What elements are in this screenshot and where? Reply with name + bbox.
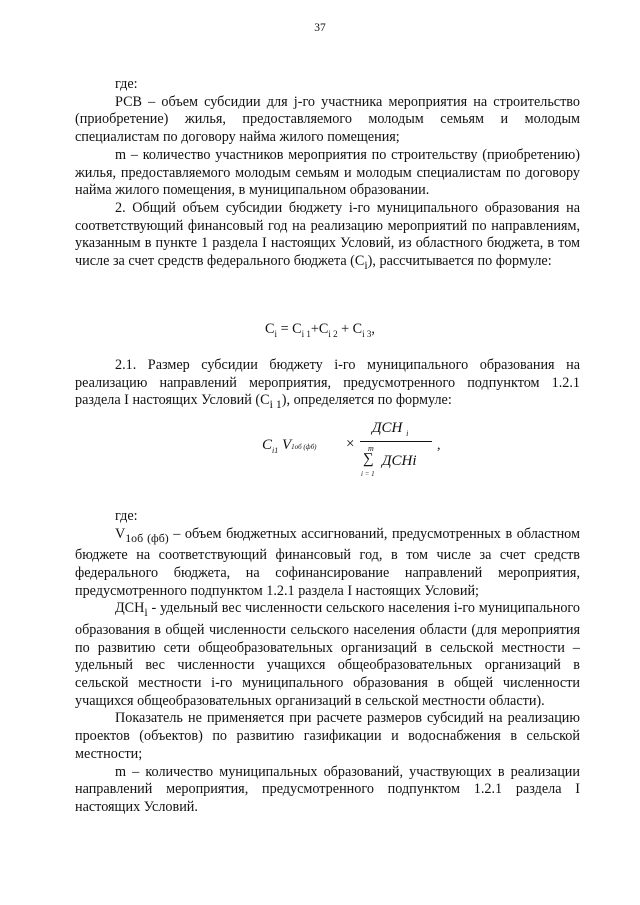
section-1 [75,76,580,275]
section-2 [75,357,580,414]
paragraph-subsidy-size: 2.1. Размер субсидии бюджету i-го муниципального образования на реализацию направлений мероприятия, предусмотренного подпунктом 1.2.1 раздела I настоящих Условий $(C_{i 1})$, определяется по формуле: [75,357,580,412]
paragraph-rsv-definition: РСВ – объем субсидии для j-го участника мероприятия на строительство (приобретение) жилья, предоставляемого молодым семьям и молодым специалистам по договору найма жилого помещения; [75,93,580,146]
fraction-bar [360,441,432,442]
formula-denominator: ДСНi [382,453,417,469]
formula-lhs: $C_{i1}$ [262,437,279,455]
paragraph-indicator-note: Показатель не применяется при расчете размеров субсидий на реализацию проектов (объектов) по развитию газификации и водоснабжения в сельской местности; [75,710,580,762]
paragraph-total-subsidy: 2. Общий объем субсидии бюджету i-го муниципального образования на соответствующий финансовый год на реализацию мероприятий по направлениям, указанным в пункте 1 раздела I настоящих Условий, из областного бюджета, в том числе за счет средств федерального бюджета $(C_i)$, рассчитывается по формуле: [75,199,580,272]
paragraph-v-definition: $V_{1об (фб)}$ – объем бюджетных ассигнований, предусмотренных в областном бюджете на соответствующий финансовый год, в том числе за счет средств федерального бюджета, на софинансирование направлений мероприятия, предусмотренного подпунктом 1.2.1 раздела I настоящих Условий; [75,525,580,599]
formula-comma: , [437,438,441,453]
where-label: где: [115,76,138,92]
where-label-2: где: [115,508,138,524]
page-number: 37 [314,22,326,34]
formula-times: × [346,436,355,452]
paragraph-m-definition: m – количество участников мероприятия по строительству (приобретению) жилья, предоставляемого молодым семьям и молодым специалистам по договору найма жилого помещения, в муниципальном образовании. [75,146,580,199]
section-3 [75,508,580,817]
formula-numerator: ДСН $_i$ [372,420,409,438]
paragraph-dsn-definition: $ДСН_i$ - удельный вес численности сельского населения i-го муниципального образования в общей численности сельского населения области (для мероприятия по развитию сети общеобразовательных организаций в сельской местности – удельный вес численности учащихся общеобразовательных организаций в сельской местности i-го муниципального образования в общей численности учащихся общеобразовательных организаций в сельской местности области). [75,600,580,709]
paragraph-m-count: m – количество муниципальных образований, участвующих в реализации направлений мероприятия, предусмотренного подпунктом 1.2.1 раздела I настоящих Условий. [75,763,580,815]
formula-ci-total: $C_i = C_{i 1}+C_{i 2} + C_{i 3}$, [265,321,375,339]
formula-v: V1об (фб) [282,437,317,453]
formula-ci1: $C_{i1}$ V1об (фб) × ДСН $_i$ m ∑ i = 1 ДСНi , [262,420,441,478]
